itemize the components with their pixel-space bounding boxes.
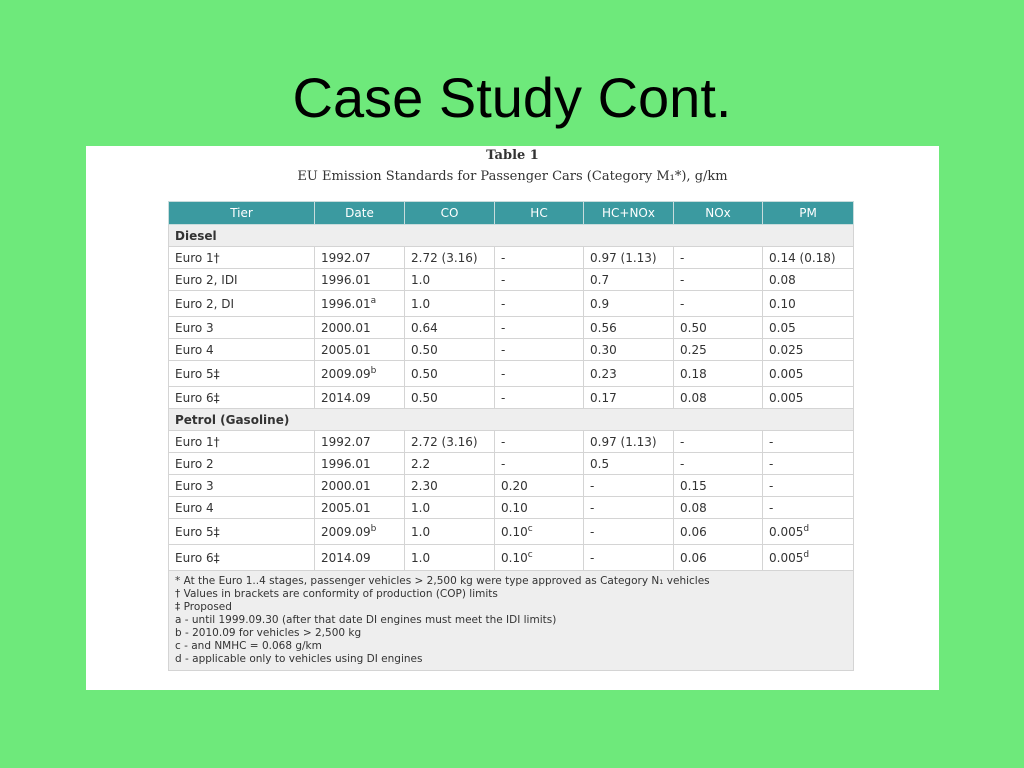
header-co: CO <box>405 202 495 225</box>
table-row <box>169 431 854 453</box>
cell-nox <box>674 269 763 291</box>
cell-tier <box>169 475 315 497</box>
cell-date <box>315 387 405 409</box>
cell-value: - <box>769 500 774 515</box>
cell-value: 1996.01 <box>321 297 371 311</box>
cell-co <box>405 291 495 317</box>
cell-date <box>315 545 405 571</box>
cell-date <box>315 317 405 339</box>
cell-value: 2014.09 <box>321 550 371 565</box>
cell-value: 0.10 <box>769 296 796 311</box>
cell-hc-nox <box>584 361 674 387</box>
cell-value: Euro 4 <box>175 500 214 515</box>
cell-co <box>405 361 495 387</box>
table-row <box>169 475 854 497</box>
cell-value: 2009.09 <box>321 367 371 381</box>
footnote-marker: c <box>527 550 533 560</box>
cell-nox <box>674 361 763 387</box>
footnote-line: b - 2010.09 for vehicles > 2,500 kg <box>175 627 362 639</box>
cell-nox <box>674 431 763 453</box>
emission-standards-table <box>168 201 854 671</box>
cell-nox <box>674 475 763 497</box>
table-footnotes <box>169 571 854 671</box>
footnote-line: c - and NMHC = 0.068 g/km <box>175 640 322 652</box>
cell-co <box>405 431 495 453</box>
cell-value: - <box>501 320 506 335</box>
cell-value: 0.17 <box>590 390 617 405</box>
cell-date <box>315 475 405 497</box>
cell-pm <box>763 361 854 387</box>
footnote-line: d - applicable only to vehicles using DI engines <box>175 653 423 665</box>
cell-value: 0.005 <box>769 366 804 381</box>
header-tier: Tier <box>169 202 315 225</box>
cell-value: - <box>680 250 685 265</box>
table-row <box>169 545 854 571</box>
cell-pm <box>763 247 854 269</box>
cell-tier <box>169 361 315 387</box>
cell-value: 0.64 <box>411 320 438 335</box>
header-date: Date <box>315 202 405 225</box>
cell-value: Euro 1† <box>175 434 220 449</box>
cell-co <box>405 387 495 409</box>
cell-co <box>405 339 495 361</box>
cell-hc-nox <box>584 387 674 409</box>
group-row <box>169 409 854 431</box>
cell-date <box>315 519 405 545</box>
footnote-marker: d <box>803 550 810 560</box>
cell-pm <box>763 291 854 317</box>
cell-nox <box>674 291 763 317</box>
cell-value: 0.50 <box>680 320 707 335</box>
cell-nox <box>674 247 763 269</box>
cell-hc-nox <box>584 475 674 497</box>
cell-pm <box>763 475 854 497</box>
notes-row <box>169 571 854 671</box>
cell-co <box>405 247 495 269</box>
cell-value: - <box>501 366 506 381</box>
cell-value: - <box>590 550 595 565</box>
cell-date <box>315 431 405 453</box>
cell-value: 1992.07 <box>321 250 371 265</box>
cell-value: - <box>501 434 506 449</box>
footnote-marker: a <box>370 296 377 306</box>
cell-value: 0.025 <box>769 342 804 357</box>
cell-value: 0.50 <box>411 342 438 357</box>
footnote-marker: b <box>370 524 377 534</box>
cell-value: Euro 5‡ <box>175 524 220 539</box>
cell-hc-nox <box>584 317 674 339</box>
cell-value: 0.06 <box>680 524 707 539</box>
cell-nox <box>674 453 763 475</box>
cell-value: 0.9 <box>590 296 610 311</box>
cell-value: - <box>680 296 685 311</box>
cell-value: - <box>501 272 506 287</box>
cell-value: 1.0 <box>411 296 431 311</box>
cell-value: 2009.09 <box>321 525 371 539</box>
cell-value: 2.72 (3.16) <box>411 250 478 265</box>
cell-value: - <box>590 478 595 493</box>
cell-nox <box>674 387 763 409</box>
cell-tier <box>169 269 315 291</box>
cell-value: 1996.01 <box>321 272 371 287</box>
cell-co <box>405 317 495 339</box>
header-hc-nox: HC+NOx <box>584 202 674 225</box>
cell-value: 2000.01 <box>321 320 371 335</box>
cell-value: 1.0 <box>411 272 431 287</box>
cell-value: - <box>501 296 506 311</box>
cell-value: Euro 5‡ <box>175 366 220 381</box>
cell-value: Euro 2 <box>175 456 214 471</box>
cell-value: 2005.01 <box>321 500 371 515</box>
cell-pm <box>763 269 854 291</box>
cell-value: 0.15 <box>680 478 707 493</box>
cell-pm <box>763 497 854 519</box>
cell-value: Euro 1† <box>175 250 220 265</box>
cell-hc-nox <box>584 431 674 453</box>
cell-hc-nox <box>584 247 674 269</box>
cell-value: Euro 3 <box>175 320 214 335</box>
cell-value: 2.30 <box>411 478 438 493</box>
cell-pm <box>763 519 854 545</box>
cell-value: 0.06 <box>680 550 707 565</box>
cell-value: Euro 4 <box>175 342 214 357</box>
cell-value: Euro 2, IDI <box>175 272 238 287</box>
cell-value: Euro 3 <box>175 478 214 493</box>
table-row <box>169 317 854 339</box>
table-row <box>169 387 854 409</box>
footnote-marker: d <box>803 524 810 534</box>
cell-value: 0.005 <box>769 525 804 539</box>
table-row <box>169 339 854 361</box>
cell-value: 0.50 <box>411 366 438 381</box>
header-pm: PM <box>763 202 854 225</box>
cell-value: 0.97 (1.13) <box>590 434 657 449</box>
cell-tier <box>169 291 315 317</box>
cell-hc <box>495 519 584 545</box>
cell-value: 0.56 <box>590 320 617 335</box>
cell-value: 2014.09 <box>321 390 371 405</box>
table-row <box>169 361 854 387</box>
cell-tier <box>169 317 315 339</box>
cell-value: - <box>501 390 506 405</box>
cell-tier <box>169 247 315 269</box>
table-row <box>169 247 854 269</box>
cell-value: 0.30 <box>590 342 617 357</box>
cell-hc <box>495 269 584 291</box>
cell-value: 0.25 <box>680 342 707 357</box>
footnote-line: * At the Euro 1..4 stages, passenger vehicles > 2,500 kg were type approved as Category N₁ vehicles <box>175 575 710 587</box>
cell-value: 0.08 <box>680 390 707 405</box>
cell-co <box>405 475 495 497</box>
cell-hc <box>495 545 584 571</box>
cell-hc-nox <box>584 497 674 519</box>
cell-value: 2005.01 <box>321 342 371 357</box>
cell-date <box>315 339 405 361</box>
cell-value: 0.23 <box>590 366 617 381</box>
table-subtitle: EU Emission Standards for Passenger Cars (Category M₁*), g/km <box>297 169 728 184</box>
cell-hc-nox <box>584 291 674 317</box>
cell-value: 0.08 <box>680 500 707 515</box>
cell-value: 0.7 <box>590 272 610 287</box>
table-row <box>169 269 854 291</box>
cell-value: - <box>501 250 506 265</box>
cell-value: 0.18 <box>680 366 707 381</box>
cell-tier <box>169 387 315 409</box>
cell-hc <box>495 339 584 361</box>
cell-value: 0.5 <box>590 456 610 471</box>
cell-hc <box>495 247 584 269</box>
cell-value: 1996.01 <box>321 456 371 471</box>
cell-tier <box>169 519 315 545</box>
cell-value: 1.0 <box>411 524 431 539</box>
table-row <box>169 497 854 519</box>
cell-tier <box>169 339 315 361</box>
cell-value: 0.005 <box>769 390 804 405</box>
cell-pm <box>763 317 854 339</box>
cell-value: - <box>590 500 595 515</box>
cell-hc <box>495 475 584 497</box>
cell-hc-nox <box>584 519 674 545</box>
footnote-line: ‡ Proposed <box>175 601 232 613</box>
cell-value: - <box>590 524 595 539</box>
table-row <box>169 519 854 545</box>
cell-co <box>405 519 495 545</box>
cell-value: Euro 6‡ <box>175 390 220 405</box>
cell-co <box>405 453 495 475</box>
cell-co <box>405 269 495 291</box>
cell-value: - <box>501 342 506 357</box>
cell-value: 1.0 <box>411 550 431 565</box>
footnote-line: † Values in brackets are conformity of production (COP) limits <box>175 588 498 600</box>
cell-value: 2000.01 <box>321 478 371 493</box>
cell-hc <box>495 291 584 317</box>
cell-value: 2.2 <box>411 456 431 471</box>
cell-hc-nox <box>584 453 674 475</box>
cell-date <box>315 361 405 387</box>
cell-pm <box>763 545 854 571</box>
cell-date <box>315 247 405 269</box>
cell-value: Euro 6‡ <box>175 550 220 565</box>
cell-value: - <box>769 456 774 471</box>
cell-tier <box>169 431 315 453</box>
cell-date <box>315 269 405 291</box>
cell-value: - <box>680 456 685 471</box>
cell-pm <box>763 387 854 409</box>
cell-hc <box>495 453 584 475</box>
table-row <box>169 291 854 317</box>
header-hc: HC <box>495 202 584 225</box>
group-label: Diesel <box>169 225 854 247</box>
footnote-line: a - until 1999.09.30 (after that date DI engines must meet the IDI limits) <box>175 614 557 626</box>
cell-value: 0.10 <box>501 525 528 539</box>
cell-pm <box>763 453 854 475</box>
cell-value: 0.10 <box>501 551 528 565</box>
cell-value: 0.005 <box>769 551 804 565</box>
cell-value: - <box>769 434 774 449</box>
cell-nox <box>674 545 763 571</box>
cell-value: 0.08 <box>769 272 796 287</box>
cell-value: 0.50 <box>411 390 438 405</box>
cell-value: 0.97 (1.13) <box>590 250 657 265</box>
cell-value: - <box>501 456 506 471</box>
group-label: Petrol (Gasoline) <box>169 409 854 431</box>
cell-nox <box>674 317 763 339</box>
cell-hc-nox <box>584 269 674 291</box>
cell-co <box>405 497 495 519</box>
cell-value: - <box>769 478 774 493</box>
group-row <box>169 225 854 247</box>
header-nox: NOx <box>674 202 763 225</box>
footnote-marker: b <box>370 366 377 376</box>
cell-pm <box>763 431 854 453</box>
cell-value: 0.14 (0.18) <box>769 250 836 265</box>
table-row <box>169 453 854 475</box>
table-image-panel <box>86 146 939 690</box>
cell-hc <box>495 361 584 387</box>
cell-tier <box>169 453 315 475</box>
table-caption: Table 1 <box>486 148 539 163</box>
cell-value: 0.05 <box>769 320 796 335</box>
cell-hc <box>495 387 584 409</box>
cell-nox <box>674 497 763 519</box>
slide-title: Case Study Cont. <box>292 66 732 129</box>
cell-value: 0.10 <box>501 500 528 515</box>
cell-hc-nox <box>584 545 674 571</box>
cell-co <box>405 545 495 571</box>
cell-value: Euro 2, DI <box>175 296 235 311</box>
cell-value: 1.0 <box>411 500 431 515</box>
cell-pm <box>763 339 854 361</box>
cell-date <box>315 453 405 475</box>
cell-hc <box>495 497 584 519</box>
cell-value: - <box>680 434 685 449</box>
header-row <box>169 202 854 225</box>
cell-nox <box>674 339 763 361</box>
cell-nox <box>674 519 763 545</box>
cell-hc <box>495 431 584 453</box>
cell-value: 2.72 (3.16) <box>411 434 478 449</box>
cell-hc-nox <box>584 339 674 361</box>
cell-value: - <box>680 272 685 287</box>
cell-tier <box>169 545 315 571</box>
cell-tier <box>169 497 315 519</box>
cell-date <box>315 291 405 317</box>
cell-date <box>315 497 405 519</box>
footnote-marker: c <box>527 524 533 534</box>
cell-value: 0.20 <box>501 478 528 493</box>
cell-hc <box>495 317 584 339</box>
cell-value: 1992.07 <box>321 434 371 449</box>
